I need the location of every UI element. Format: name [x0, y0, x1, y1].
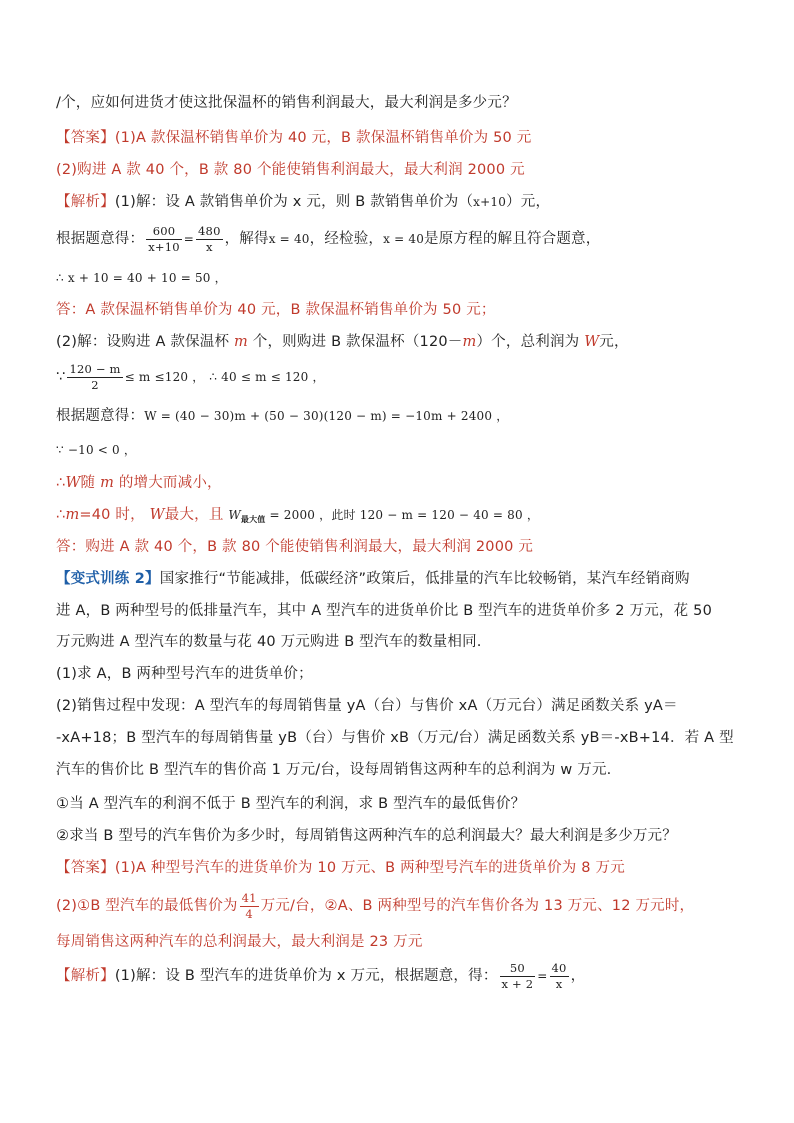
variable-m: m [234, 334, 248, 350]
text-span: ）个，总利润为 [476, 334, 580, 350]
fraction [196, 224, 223, 255]
analysis-line-8 [56, 440, 136, 460]
text-span: 国家推行“节能减排，低碳经济”政策后，低排量的汽车比较畅销，某汽车经销商购 [159, 571, 690, 587]
analysis-tag: 【解析】 [56, 194, 115, 210]
answer-line-4 [56, 888, 694, 924]
analysis-line-5 [56, 332, 629, 352]
text-span: (1)求 A，B 两种型号汽车的进货单价； [56, 666, 313, 682]
fraction-denominator: x [205, 239, 213, 254]
analysis-answer-2 [56, 537, 533, 557]
answer-text: 答：A 款保温杯销售单价为 40 元，B 款保温杯销售单价为 50 元； [56, 302, 496, 318]
analysis-answer-1 [56, 300, 496, 320]
math-expr: x+10 [473, 195, 507, 209]
question-part-2-line-1 [56, 696, 678, 716]
analysis-tag: 【解析】 [56, 968, 115, 984]
text-span: 最大，且 [164, 507, 224, 523]
fraction-denominator: x + 2 [501, 976, 534, 991]
fraction-numerator: 120 − m [69, 361, 121, 376]
variable-w: W [584, 334, 600, 350]
variable-m: m [462, 334, 477, 350]
math-expr: W [228, 508, 241, 522]
analysis-line-3 [56, 268, 227, 288]
answer-tag: 【答案】 [56, 860, 115, 876]
fraction-numerator: 50 [500, 961, 536, 977]
text-span: (1)解：设 A 款销售单价为 x 元，则 B 款销售单价为（ [114, 194, 474, 210]
text-span: (2)解：设购进 A 款保温杯 [56, 334, 230, 350]
fraction-numerator: 480 [198, 223, 221, 238]
text-span: /个，应如何进货才使这批保温杯的销售利润最大，最大利润是多少元？ [56, 95, 517, 111]
math-expr: x = 40 [268, 232, 310, 246]
fraction [67, 362, 122, 393]
sub-question-1 [56, 794, 525, 814]
variable-m: m [65, 507, 80, 523]
analysis-line-1 [56, 192, 550, 212]
analysis-inequality-line [56, 360, 325, 394]
answer-line-2 [56, 160, 525, 180]
fraction-denominator: x [555, 976, 563, 991]
question-part-1 [56, 664, 313, 684]
answer-tag: 【答案】 [56, 130, 115, 146]
answer-text: (1)A 种型号汽车的进货单价为 10 万元、B 两种型号汽车的进货单价为 8 万元 [114, 860, 625, 876]
fraction-numerator: 41 [241, 890, 257, 905]
sub-question-2 [56, 826, 677, 846]
analysis-line-7 [56, 406, 508, 426]
variable-w: W [65, 475, 81, 491]
text-span: 汽车的售价比 B 型汽车的售价高 1 万元/台，设每周销售这两种车的总利润为 w 万元. [56, 762, 612, 778]
math-expr: = [537, 969, 548, 983]
text-span: 进 A，B 两种型号的低排量汽车，其中 A 型汽车的进货单价比 B 型汽车的进货单价多 2 万元，花 50 [56, 603, 712, 619]
math-expr: = [183, 232, 195, 246]
text-span: ①当 A 型汽车的利润不低于 B 型汽车的利润，求 B 型汽车的最低售价？ [56, 796, 526, 812]
text-span: ∴ [56, 475, 66, 491]
text-span: 万元购进 A 型汽车的数量与花 40 万元购进 B 型汽车的数量相同. [56, 634, 482, 650]
answer-text: (1)A 款保温杯销售单价为 40 元，B 款保温杯销售单价为 50 元 [114, 130, 532, 146]
text-span: 个，则购进 B 款保温杯（120－ [252, 334, 463, 350]
subscript-label: 最大值 [240, 515, 266, 524]
fraction [550, 961, 569, 992]
text-span: 的增大而减小， [118, 475, 222, 491]
variant-tag: 【变式训练 2】 [56, 571, 160, 587]
text-span: =40 时， [79, 507, 145, 523]
fraction-denominator: 4 [245, 906, 253, 921]
text-span: ∵ [56, 369, 66, 385]
fraction [500, 961, 536, 992]
analysis-equation-line [56, 222, 600, 256]
fraction [146, 224, 182, 255]
text-span: -xA+18；B 型汽车的每周销售量 yB（台）与售价 xB（万元/台）满足函数关系 yB＝-xB+14．若 A 型 [56, 730, 734, 746]
text-span: ，经检验， [309, 231, 384, 247]
text-span: ∴ [56, 507, 66, 523]
answer-line-3 [56, 858, 625, 878]
variable-w: W [149, 507, 165, 523]
text-span: ②求当 B 型号的汽车售价为多少时，每周销售这两种汽车的总利润最大？最大利润是多少万元？ [56, 828, 677, 844]
answer-text: 每周销售这两种汽车的总利润最大，最大利润是 23 万元 [56, 934, 423, 950]
fraction [240, 891, 259, 922]
text-span: ）元， [506, 194, 551, 210]
analysis-line-final [56, 958, 585, 994]
math-expr: ∴ x + 10 = 40 + 10 = 50 ， [56, 271, 227, 285]
text-span: ， [570, 968, 586, 984]
text-span: (2)销售过程中发现：A 型汽车的每周销售量 yA（台）与售价 xA（万元台）满足函数关系 yA＝ [56, 698, 678, 714]
text-span: ，解得 [224, 231, 269, 247]
text-span: 随 [80, 475, 96, 491]
answer-text: 答：购进 A 款 40 个，B 款 80 个能使销售利润最大，最大利润 2000 元 [56, 539, 534, 555]
math-expr: ∵ −10 < 0 ， [56, 443, 137, 457]
variant-title-line [56, 569, 690, 589]
analysis-line-9 [56, 473, 222, 493]
answer-text: (2)①B 型汽车的最低售价为 [56, 898, 238, 914]
variant-line-3 [56, 632, 482, 652]
answer-line-5 [56, 932, 423, 952]
text-span: 根据题意得： [56, 408, 145, 424]
question-continuation-line [56, 93, 517, 113]
text-span: 根据题意得： [56, 231, 145, 247]
math-expr: x = 40 [383, 232, 425, 246]
math-expr: W = (40 − 30)m + (50 − 30)(120 − m) = −10m + 2400 ， [144, 409, 509, 423]
answer-text: 万元/台，②A、B 两种型号的汽车售价各为 13 万元、12 万元时， [260, 898, 695, 914]
variable-m: m [100, 475, 115, 491]
math-expr: ≤ m ≤120 ， [124, 370, 205, 384]
fraction-numerator: 600 [146, 224, 182, 240]
variant-line-2 [56, 601, 712, 621]
answer-line-1 [56, 128, 531, 148]
text-span: 元， [599, 334, 629, 350]
fraction-denominator: 2 [91, 377, 99, 392]
answer-text: (2)购进 A 款 40 个，B 款 80 个能使销售利润最大，最大利润 2000 元 [56, 162, 525, 178]
math-expr: = 2000 ，此时 120 − m = 120 − 40 = 80 ， [265, 508, 540, 522]
text-span: 是原方程的解且符合题意， [424, 231, 601, 247]
text-span: (1)解：设 B 型汽车的进货单价为 x 万元，根据题意，得： [114, 968, 498, 984]
fraction-denominator: x+10 [148, 239, 180, 254]
question-part-2-line-3 [56, 760, 611, 780]
question-part-2-line-2 [56, 728, 734, 748]
fraction-numerator: 40 [551, 960, 567, 975]
math-expr: ∴ 40 ≤ m ≤ 120 ， [209, 370, 325, 384]
analysis-line-10 [56, 505, 539, 530]
